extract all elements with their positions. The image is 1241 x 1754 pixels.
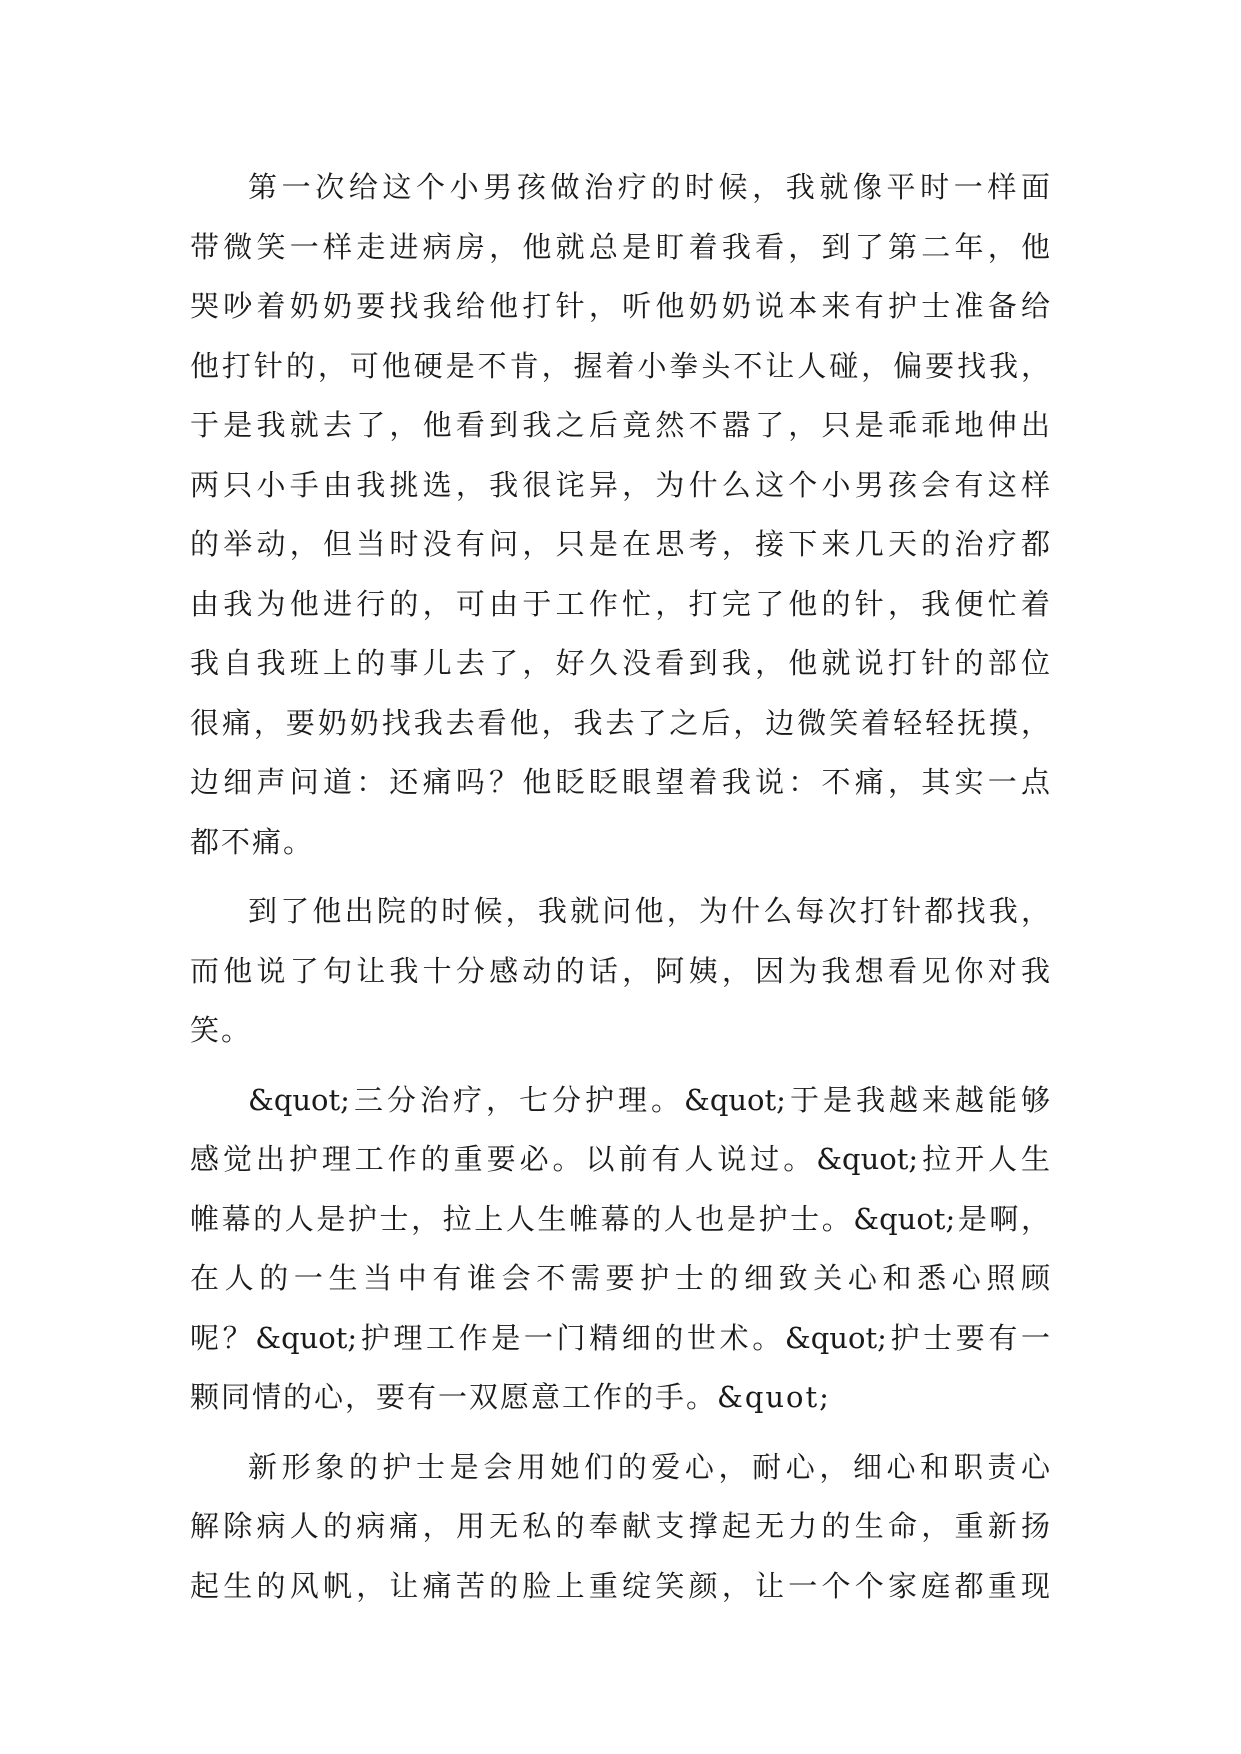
text-line: 哭吵着奶奶要找我给他打针，听他奶奶说本来有护士准备给 [190,289,1050,323]
document-body [190,158,1050,1626]
text-line: 带微笑一样走进病房，他就总是盯着我看，到了第二年，他 [190,229,1050,264]
text-line: 他打针的，可他硬是不肯，握着小拳头不让人碰，偏要找我， [190,348,1050,383]
text-line: 感觉出护理工作的重要必。以前有人说过。&quot;拉开人生 [190,1142,1050,1176]
text-line: 于是我就去了，他看到我之后竟然不嚣了，只是乖乖地伸出 [190,408,1050,442]
text-line: 而他说了句让我十分感动的话，阿姨，因为我想看见你对我 [190,953,1050,988]
text-line: 的举动，但当时没有问，只是在思考，接下来几天的治疗都 [190,527,1050,561]
text-line: 起生的风帆，让痛苦的脸上重绽笑颜，让一个个家庭都重现 [190,1568,1050,1603]
text-line: 帷幕的人是护士，拉上人生帷幕的人也是护士。&quot;是啊， [190,1201,1050,1236]
text-line: 由我为他进行的，可由于工作忙，打完了他的针，我便忙着 [190,586,1050,621]
paragraph-3 [190,1071,1050,1428]
text-line: 都不痛。 [190,824,315,859]
text-line: 第一次给这个小男孩做治疗的时候，我就像平时一样面 [248,170,1050,204]
paragraph-4 [190,1438,1050,1617]
text-line: 解除病人的病痛，用无私的奉献支撑起无力的生命，重新扬 [190,1509,1050,1543]
text-line: 到了他出院的时候，我就问他，为什么每次打针都找我， [248,894,1050,928]
text-line: 新形象的护士是会用她们的爱心，耐心，细心和职责心 [248,1449,1050,1484]
text-line: &quot;三分治疗，七分护理。&quot;于是我越来越能够 [248,1082,1050,1117]
text-line: 在人的一生当中有谁会不需要护士的细致关心和悉心照顾 [190,1261,1050,1295]
paragraph-2 [190,882,1050,1061]
text-line: 呢？&quot;护理工作是一门精细的世术。&quot;护士要有一 [190,1320,1050,1355]
paragraph-1 [190,158,1050,872]
text-line: 边细声问道：还痛吗？他眨眨眼望着我说：不痛，其实一点 [190,765,1050,799]
text-line: 两只小手由我挑选，我很诧异，为什么这个小男孩会有这样 [190,467,1050,502]
text-line: 很痛，要奶奶找我去看他，我去了之后，边微笑着轻轻抚摸， [190,705,1050,740]
text-line: 颗同情的心，要有一双愿意工作的手。&quot; [190,1380,831,1414]
text-line: 笑。 [190,1013,253,1047]
text-line: 我自我班上的事儿去了，好久没看到我，他就说打针的部位 [190,646,1050,680]
